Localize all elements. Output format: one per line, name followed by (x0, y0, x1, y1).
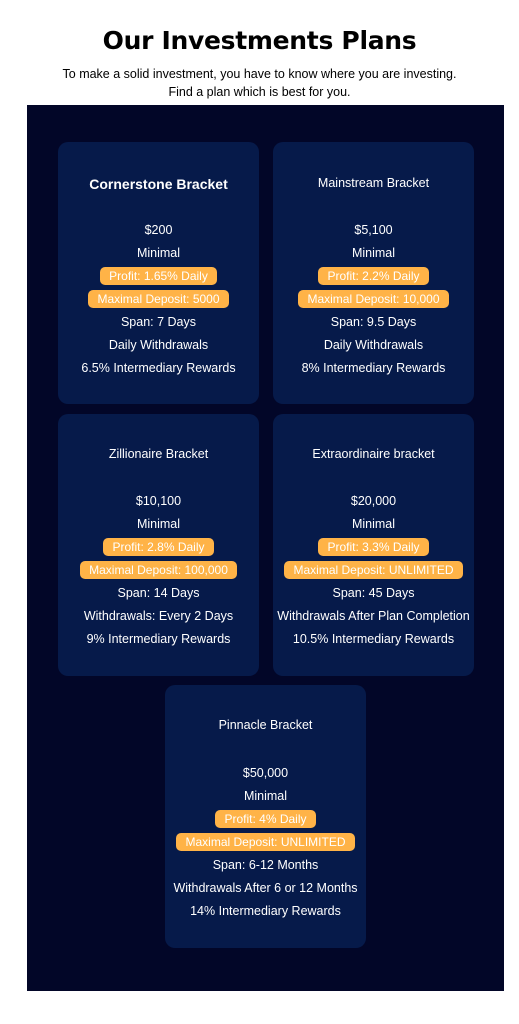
plan-profit-row (273, 535, 474, 558)
plan-details (58, 218, 259, 379)
plan-max-deposit-badge: Maximal Deposit: 10,000 (298, 290, 448, 308)
plan-name: Extraordinaire bracket (312, 447, 435, 461)
plan-profit-badge: Profit: 3.3% Daily (318, 538, 428, 556)
plan-profit-badge: Profit: 2.8% Daily (103, 538, 213, 556)
plan-deposit-row (165, 830, 366, 853)
plan-span: Span: 45 Days (332, 585, 415, 600)
plan-price: $50,000 (242, 765, 289, 780)
plan-rewards: 9% Intermediary Rewards (86, 631, 231, 646)
plan-name: Pinnacle Bracket (218, 718, 313, 732)
plan-withdrawals: Withdrawals After 6 or 12 Months (173, 880, 358, 895)
plan-withdrawals: Daily Withdrawals (108, 337, 209, 352)
plan-max-deposit-badge: Maximal Deposit: UNLIMITED (176, 833, 354, 851)
plan-deposit-row (58, 287, 259, 310)
plan-price: $5,100 (354, 222, 393, 237)
page-subtitle (0, 65, 519, 101)
plan-withdrawals: Withdrawals: Every 2 Days (83, 608, 234, 623)
plan-card-cornerstone[interactable] (58, 142, 259, 404)
plan-details (273, 218, 474, 379)
plan-span: Span: 7 Days (120, 314, 197, 329)
plan-withdrawals: Daily Withdrawals (323, 337, 424, 352)
plan-span: Span: 6-12 Months (212, 857, 319, 872)
plan-price: $10,100 (135, 493, 182, 508)
plan-profit-badge: Profit: 2.2% Daily (318, 267, 428, 285)
plan-rewards: 6.5% Intermediary Rewards (81, 360, 236, 375)
plan-price: $200 (144, 222, 173, 237)
plan-deposit-row (273, 287, 474, 310)
plan-rewards: 10.5% Intermediary Rewards (292, 631, 455, 646)
plan-max-deposit-badge: Maximal Deposit: 5000 (88, 290, 228, 308)
plan-withdrawals: Withdrawals After Plan Completion (277, 608, 470, 623)
plan-level: Minimal (351, 516, 396, 531)
plan-level: Minimal (243, 788, 288, 803)
plan-deposit-row (273, 558, 474, 581)
plan-max-deposit-badge: Maximal Deposit: 100,000 (80, 561, 237, 579)
plan-details (58, 489, 259, 650)
plan-profit-badge: Profit: 4% Daily (215, 810, 315, 828)
subtitle-line: To make a solid investment, you have to know where you are investing. (62, 67, 457, 81)
plan-price: $20,000 (350, 493, 397, 508)
plan-max-deposit-badge: Maximal Deposit: UNLIMITED (284, 561, 462, 579)
plan-card-pinnacle[interactable] (165, 685, 366, 948)
plan-level: Minimal (136, 516, 181, 531)
plan-profit-row (58, 264, 259, 287)
plan-name: Mainstream Bracket (317, 176, 430, 190)
plan-details (165, 761, 366, 922)
plan-card-zillionaire[interactable] (58, 414, 259, 676)
plan-profit-row (165, 807, 366, 830)
page-title: Our Investments Plans (102, 26, 417, 55)
plan-level: Minimal (136, 245, 181, 260)
plan-details (273, 489, 474, 650)
subtitle-line: Find a plan which is best for you. (168, 85, 351, 99)
plan-span: Span: 14 Days (117, 585, 200, 600)
plan-profit-row (58, 535, 259, 558)
plan-profit-badge: Profit: 1.65% Daily (100, 267, 217, 285)
plan-level: Minimal (351, 245, 396, 260)
plan-rewards: 8% Intermediary Rewards (301, 360, 446, 375)
plan-card-mainstream[interactable] (273, 142, 474, 404)
plan-name: Zillionaire Bracket (108, 447, 209, 461)
plan-span: Span: 9.5 Days (330, 314, 417, 329)
plan-card-extraordinaire[interactable] (273, 414, 474, 676)
plan-deposit-row (58, 558, 259, 581)
plan-profit-row (273, 264, 474, 287)
plan-rewards: 14% Intermediary Rewards (190, 903, 341, 918)
plan-name: Cornerstone Bracket (89, 176, 228, 192)
